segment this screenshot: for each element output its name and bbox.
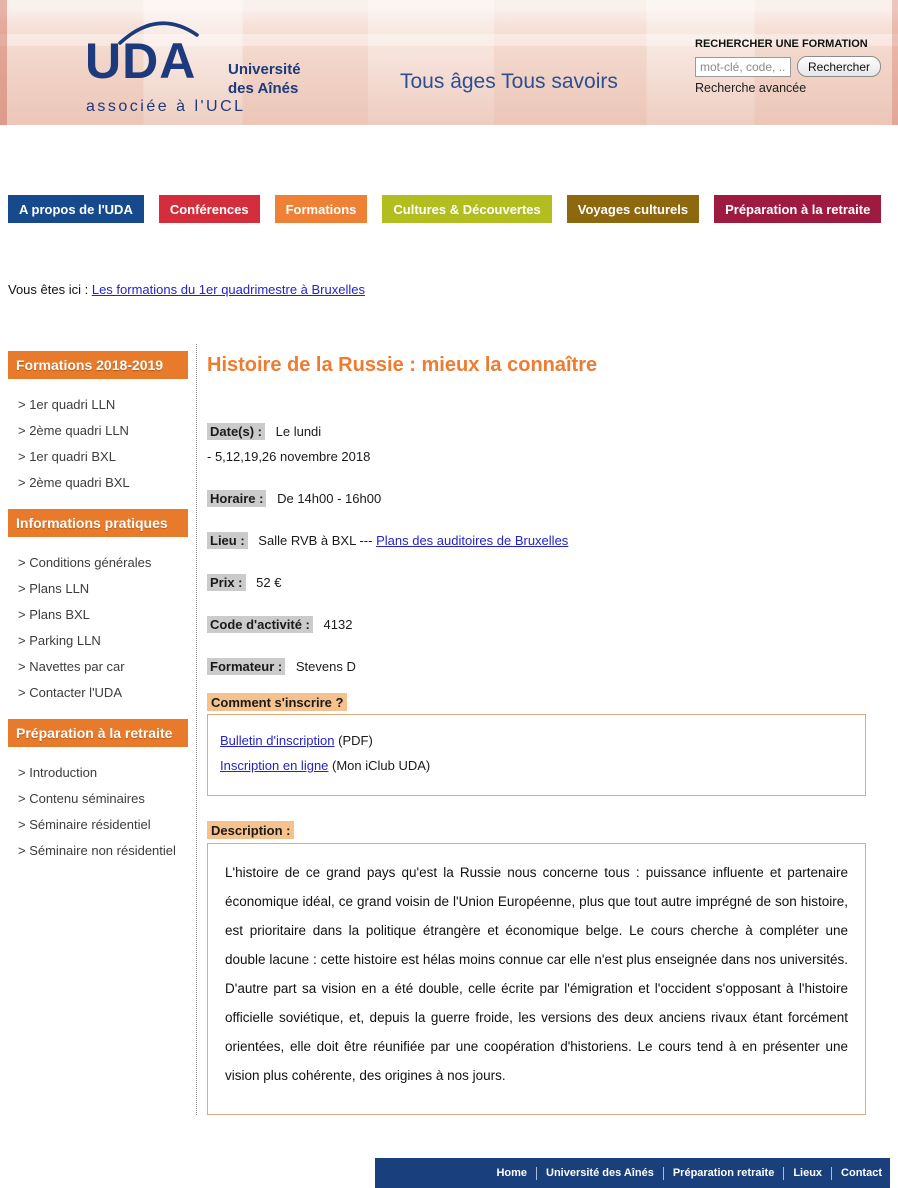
footer-link-universit-des-a-n-s[interactable]: Université des Aînés [546, 1167, 654, 1179]
detail-dates [207, 424, 866, 439]
footer-separator [831, 1167, 832, 1180]
dates-label: Date(s) : [207, 423, 265, 440]
breadcrumb-prefix: Vous êtes ici : [8, 282, 89, 297]
inscription-line: Bulletin d'inscription (PDF) [220, 733, 373, 748]
main-nav [8, 195, 898, 225]
sidebar-item-introduction[interactable]: > Introduction [18, 765, 98, 780]
footer-link-pr-paration-retraite[interactable]: Préparation retraite [672, 1167, 775, 1179]
footer-separator [783, 1167, 784, 1180]
sidebar-item-plans-bxl[interactable]: > Plans BXL [18, 607, 90, 622]
sidebar-item-conditions-g-n-rales[interactable]: > Conditions générales [18, 555, 152, 570]
inscription-line: Inscription en ligne (Mon iClub UDA) [220, 758, 431, 773]
tagline: Tous âges Tous savoirs [400, 70, 618, 93]
nav-item-conf-rences[interactable]: Conférences [159, 195, 260, 223]
description-heading: Description : [207, 821, 294, 839]
sidebar-item-1er-quadri-bxl[interactable]: > 1er quadri BXL [18, 449, 116, 464]
detail-code-activite [207, 617, 866, 632]
nav-item-a-propos-de-l-uda[interactable]: A propos de l'UDA [8, 195, 144, 223]
formateur-label: Formateur : [207, 658, 285, 675]
logo-subtitle: associée à l'UCL [86, 98, 246, 115]
code-activite-label: Code d'activité : [207, 616, 313, 633]
footer-separator [663, 1167, 664, 1180]
sidebar [8, 344, 188, 1115]
footer-link-lieux[interactable]: Lieux [793, 1167, 823, 1179]
uda-logo[interactable] [85, 33, 315, 115]
logo-acronym: UDA [85, 33, 197, 89]
footer [375, 1158, 890, 1188]
dates-value-line2: - 5,12,19,26 novembre 2018 [207, 449, 371, 464]
sidebar-item-2-me-quadri-lln[interactable]: > 2ème quadri LLN [18, 423, 129, 438]
inscription-link-inscription-en-ligne[interactable]: Inscription en ligne [220, 758, 329, 773]
inscription-heading: Comment s'inscrire ? [207, 693, 347, 711]
sidebar-section-informations-pratiques [8, 509, 188, 706]
sidebar-item-contenu-s-minaires[interactable]: > Contenu séminaires [18, 791, 145, 806]
dates-value: Le lundi [275, 424, 322, 439]
page-title: Histoire de la Russie : mieux la connaître [207, 354, 598, 376]
prix-value: 52 € [256, 575, 282, 590]
detail-lieu [207, 533, 866, 548]
breadcrumb-link[interactable]: Les formations du 1er quadrimestre à Bruxelles [91, 282, 365, 297]
search-area [695, 38, 880, 95]
main-content [196, 344, 866, 1115]
sidebar-item-2-me-quadri-bxl[interactable]: > 2ème quadri BXL [18, 475, 130, 490]
sidebar-item-parking-lln[interactable]: > Parking LLN [18, 633, 101, 648]
sidebar-item-1er-quadri-lln[interactable]: > 1er quadri LLN [18, 397, 116, 412]
description-text: L'histoire de ce grand pays qu'est la Russie nous concerne tous : puissance influente et partenaire économique idéal, ce grand voisin de l'Union Européenne, plus que tout autre imprégné de son histoire, est prioritaire dans la politique étrangère et économique belge. Le cours cherche à compléter une double lacune : cette histoire est hélas moins connue car elle n'est plus enseignée dans nos universités. D'autre part sa vision en a été double, celle écrite par l'émigration et l'occident s'opposant à l'histoire officielle soviétique, et, depuis la guerre froide, les versions des deux anciens rivaux étant forcément orientées, elle doit être réunifiée par une coopération d'historiens. Le cours tend à en présenter une vision plus cohérente, des origines à nos jours. [225, 865, 848, 1083]
nav-item-cultures-d-couvertes[interactable]: Cultures & Découvertes [382, 195, 551, 223]
inscription-box [207, 714, 866, 796]
prix-label: Prix : [207, 574, 246, 591]
breadcrumb [8, 282, 898, 297]
footer-separator [536, 1167, 537, 1180]
sidebar-section-title: Préparation à la retraite [8, 719, 188, 747]
lieu-value: Salle RVB à BXL --- [258, 533, 373, 548]
content-row [0, 344, 898, 1115]
footer-link-contact[interactable]: Contact [841, 1167, 882, 1179]
horaire-label: Horaire : [207, 490, 266, 507]
sidebar-section-formations-2018-2019 [8, 351, 188, 496]
sidebar-item-navettes-par-car[interactable]: > Navettes par car [18, 659, 125, 674]
footer-link-home[interactable]: Home [496, 1167, 528, 1179]
logo-name: Université des Aînés [228, 61, 301, 97]
search-button[interactable]: Rechercher [797, 56, 881, 77]
sidebar-item-plans-lln[interactable]: > Plans LLN [18, 581, 90, 596]
horaire-value: De 14h00 - 16h00 [277, 491, 382, 506]
sidebar-section-pr-paration-la-retraite [8, 719, 188, 864]
formateur-value: Stevens D [295, 659, 356, 674]
advanced-search-link[interactable]: Recherche avancée [695, 81, 807, 95]
sidebar-item-s-minaire-non-r-sidentiel[interactable]: > Séminaire non résidentiel [18, 843, 176, 858]
inscription-link-bulletin-d-inscription[interactable]: Bulletin d'inscription [220, 733, 335, 748]
detail-horaire [207, 491, 866, 506]
code-activite-value: 4132 [323, 617, 353, 632]
sidebar-item-s-minaire-r-sidentiel[interactable]: > Séminaire résidentiel [18, 817, 151, 832]
search-input[interactable] [695, 57, 791, 77]
sidebar-item-contacter-l-uda[interactable]: > Contacter l'UDA [18, 685, 122, 700]
lieu-label: Lieu : [207, 532, 248, 549]
nav-item-formations[interactable]: Formations [275, 195, 368, 223]
nav-item-voyages-culturels[interactable]: Voyages culturels [567, 195, 699, 223]
logo-arc-icon [118, 16, 200, 46]
detail-formateur [207, 659, 866, 674]
description-box [207, 843, 866, 1115]
nav-item-pr-paration-la-retraite[interactable]: Préparation à la retraite [714, 195, 881, 223]
sidebar-section-title: Formations 2018-2019 [8, 351, 188, 379]
sidebar-section-title: Informations pratiques [8, 509, 188, 537]
search-label: RECHERCHER UNE FORMATION [695, 38, 868, 50]
plans-auditoires-link[interactable]: Plans des auditoires de Bruxelles [376, 533, 569, 548]
site-header [0, 0, 898, 125]
detail-prix [207, 575, 866, 590]
